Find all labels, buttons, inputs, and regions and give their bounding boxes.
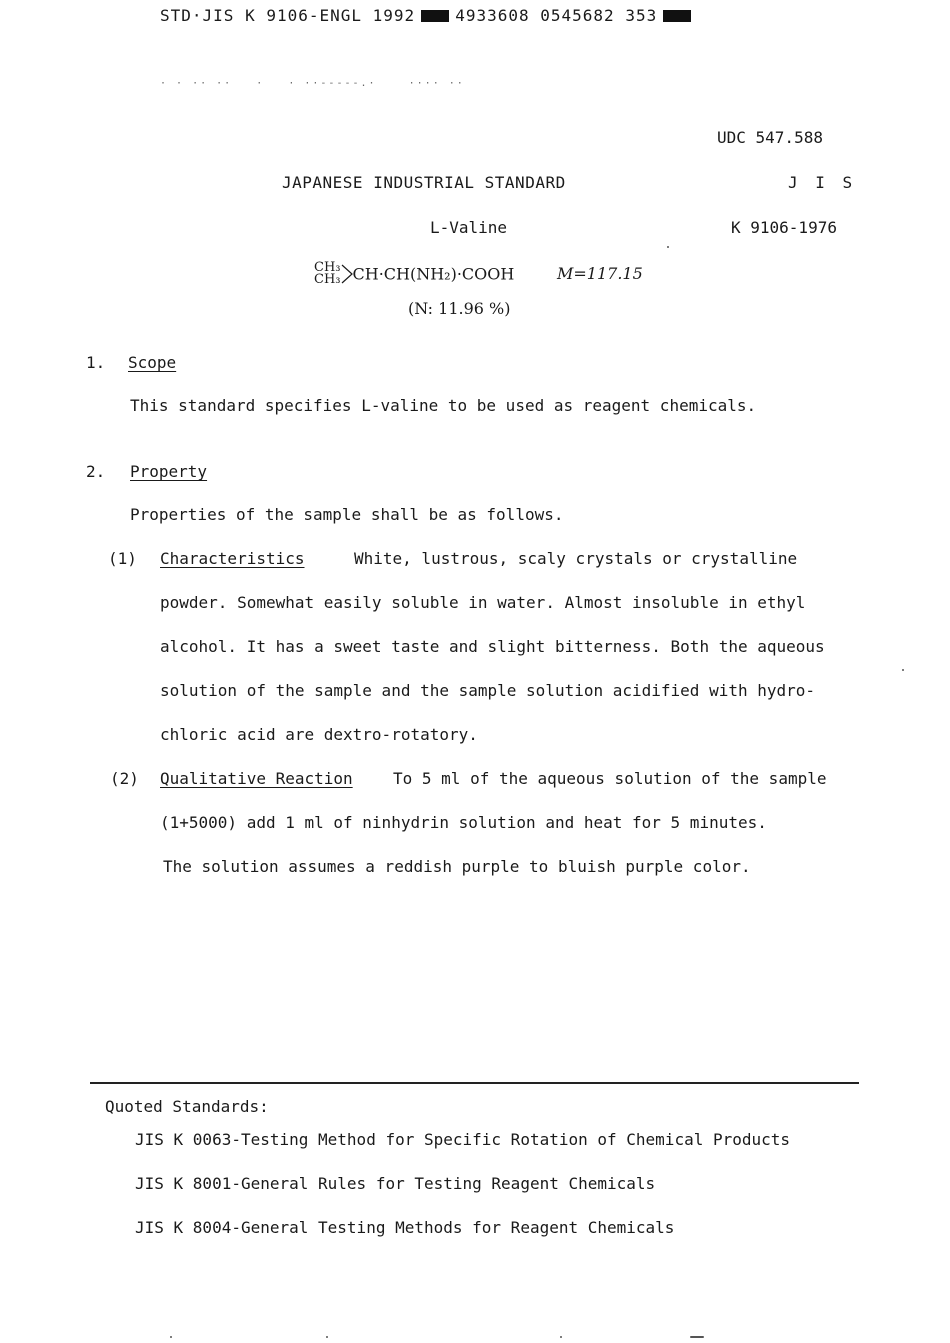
bracket-icon [341, 262, 353, 286]
characteristics-line: powder. Somewhat easily soluble in water. Almost insoluble in ethyl [160, 593, 806, 612]
methyl-bottom: CH₃ [314, 272, 341, 287]
section-title-property: Property [130, 462, 208, 481]
characteristics-line: chloric acid are dextro-rotatory. [160, 725, 478, 744]
scan-speck [560, 1336, 562, 1338]
methyl-top: CH₃ [314, 260, 341, 275]
molar-mass: M=117.15 [557, 264, 643, 283]
scan-artifact: · · ·· ·· · · ··-----.· ···· ·· [160, 78, 465, 89]
compound-name: L-Valine [430, 218, 508, 237]
item-title-qualitative-reaction: Qualitative Reaction [160, 769, 353, 788]
scope-text: This standard specifies L-valine to be used as reagent chemicals. [130, 396, 757, 415]
quoted-standard-item: JIS K 0063-Testing Method for Specific Rotation of Chemical Products [135, 1130, 791, 1149]
formula-main: CH·CH(NH₂)·COOH [352, 264, 515, 284]
standard-code: K 9106-1976 [731, 218, 837, 237]
characteristics-line: solution of the sample and the sample solution acidified with hydro- [160, 681, 816, 700]
characteristics-line: White, lustrous, scaly crystals or crystalline [354, 549, 798, 568]
nitrogen-content: (N: 11.96 %) [408, 299, 511, 318]
methyl-groups [314, 262, 341, 286]
quoted-standard-item: JIS K 8001-General Rules for Testing Reagent Chemicals [135, 1174, 656, 1193]
item-number: (2) [110, 769, 139, 788]
standard-title: JAPANESE INDUSTRIAL STANDARD [282, 173, 566, 192]
scan-speck [902, 669, 904, 671]
redaction-block-icon [663, 10, 691, 22]
section-number: 1. [86, 353, 106, 372]
reaction-line: The solution assumes a reddish purple to bluish purple color. [163, 857, 751, 876]
reaction-line: (1+5000) add 1 ml of ninhydrin solution and heat for 5 minutes. [160, 813, 767, 832]
jis-label: J I S [788, 173, 857, 192]
reaction-line: To 5 ml of the aqueous solution of the sample [393, 769, 827, 788]
document-header [160, 6, 697, 25]
header-barcode-number: 4933608 0545682 353 [455, 6, 658, 25]
scan-speck [690, 1336, 704, 1338]
scan-speck [326, 1336, 328, 1338]
item-title-characteristics: Characteristics [160, 549, 305, 568]
scan-speck [667, 246, 669, 248]
footnote-divider [90, 1082, 859, 1084]
quoted-standard-item: JIS K 8004-General Testing Methods for Reagent Chemicals [135, 1218, 675, 1237]
quoted-standards-label: Quoted Standards: [105, 1097, 269, 1116]
udc-number: UDC 547.588 [717, 128, 823, 147]
property-intro: Properties of the sample shall be as follows. [130, 505, 564, 524]
item-number: (1) [108, 549, 137, 568]
characteristics-line: alcohol. It has a sweet taste and slight bitterness. Both the aqueous [160, 637, 825, 656]
header-doc-id: STD·JIS K 9106-ENGL 1992 [160, 6, 416, 25]
section-number: 2. [86, 462, 106, 481]
scan-speck [170, 1336, 172, 1338]
redaction-block-icon [421, 10, 449, 22]
section-title-scope: Scope [128, 353, 177, 372]
chemical-formula [314, 262, 514, 286]
